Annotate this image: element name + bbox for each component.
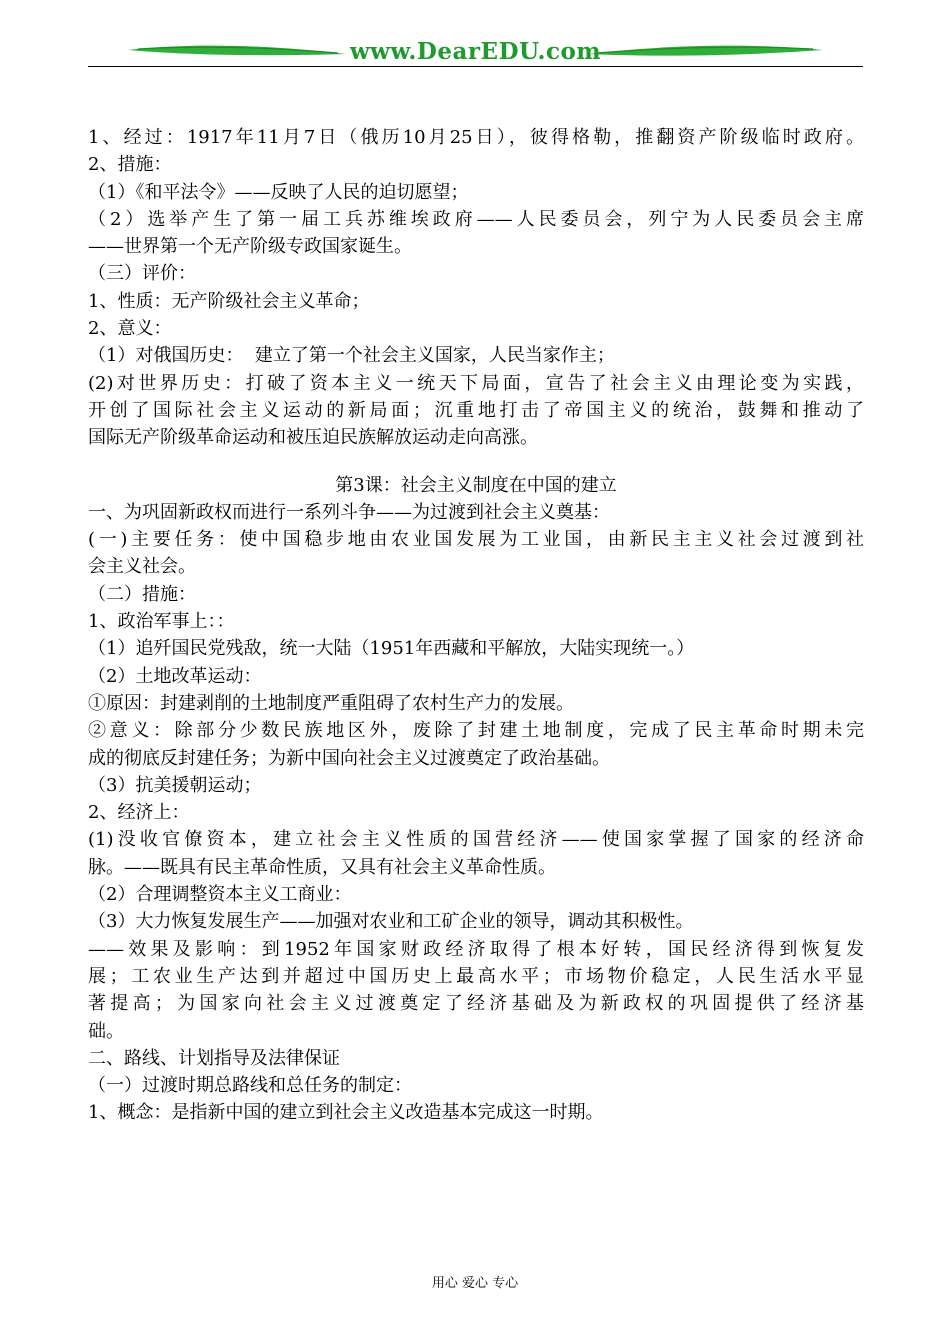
header-divider — [88, 66, 863, 67]
text-line: （1）对俄国历史： 建立了第一个社会主义国家，人民当家作主； — [88, 345, 615, 367]
document-body — [88, 124, 864, 1127]
text-line: ——效果及影响：到1952年国家财政经济取得了根本好转，国民经济得到恢复发 — [88, 938, 864, 960]
text-line: 2、经济上： — [88, 802, 190, 824]
text-line: （3）大力恢复发展生产——加强对农业和工矿企业的领导，调动其积极性。 — [88, 911, 694, 933]
text-line: 1、经过：1917年11月7日（俄历10月25日），彼得格勒，推翻资产阶级临时政府。 — [88, 127, 864, 148]
text-line: 国际无产阶级革命运动和被压迫民族解放运动走向高涨。 — [88, 427, 538, 449]
text-line: 2、措施： — [88, 154, 172, 176]
text-line: （一）过渡时期总路线和总任务的制定： — [88, 1075, 412, 1097]
text-line: 脉。——既具有民主革命性质，又具有社会主义革命性质。 — [88, 856, 556, 878]
text-line: 开创了国际社会主义运动的新局面；沉重地打击了帝国主义的统治，鼓舞和推动了 — [88, 399, 864, 421]
text-line: (一)主要任务：使中国稳步地由农业国发展为工业国，由新民主主义社会过渡到社 — [88, 529, 864, 551]
text-line: 2、意义： — [88, 318, 172, 340]
text-line: 1、概念：是指新中国的建立到社会主义改造基本完成这一时期。 — [88, 1102, 604, 1124]
text-line: 二、路线、计划指导及法律保证 — [88, 1047, 340, 1069]
text-line: ②意义：除部分少数民族地区外，废除了封建土地制度，完成了民主革命时期未完 — [88, 720, 864, 742]
text-line: （三）评价： — [88, 263, 196, 285]
page-footer: 用心 爱心 专心 — [431, 1276, 519, 1291]
text-line: 础。 — [88, 1020, 124, 1042]
page-header — [88, 36, 863, 70]
text-line: （2）合理调整资本主义工商业： — [88, 884, 352, 906]
text-line: （1）《和平法令》——反映了人民的迫切愿望； — [88, 181, 469, 203]
text-line: 1、性质：无产阶级社会主义革命； — [88, 290, 370, 312]
text-line: （1）追歼国民党残敌，统一大陆（1951年西藏和平解放，大陆实现统一。） — [88, 638, 695, 660]
text-line: ——世界第一个无产阶级专政国家诞生。 — [88, 236, 412, 258]
text-line: （二）措施： — [88, 583, 196, 605]
text-line: 著提高；为国家向社会主义过渡奠定了经济基础及为新政权的巩固提供了经济基 — [88, 993, 864, 1015]
text-line: ①原因：封建剥削的土地制度严重阻碍了农村生产力的发展。 — [88, 692, 574, 714]
text-line: 会主义社会。 — [88, 556, 196, 578]
text-line: 一、为巩固新政权而进行一系列斗争——为过渡到社会主义奠基： — [88, 501, 610, 523]
text-line: 展；工农业生产达到并超过中国历史上最高水平；市场物价稳定，人民生活水平显 — [88, 965, 864, 987]
text-line: （2）土地改革运动： — [88, 665, 262, 687]
text-line: 1、政治军事上：： — [88, 611, 235, 633]
text-line: （3）抗美援朝运动； — [88, 774, 262, 796]
lesson-title: 第3课：社会主义制度在中国的建立 — [335, 474, 617, 496]
text-line: (1)没收官僚资本，建立社会主义性质的国营经济——使国家掌握了国家的经济命 — [88, 829, 864, 851]
site-brand: www.DearEDU.com — [349, 38, 602, 65]
text-line: 成的彻底反封建任务；为新中国向社会主义过渡奠定了政治基础。 — [88, 747, 610, 769]
text-line: (2)对世界历史：打破了资本主义一统天下局面，宣告了社会主义由理论变为实践， — [88, 372, 864, 394]
text-line: （2）选举产生了第一届工兵苏维埃政府——人民委员会，列宁为人民委员会主席 — [88, 208, 864, 230]
